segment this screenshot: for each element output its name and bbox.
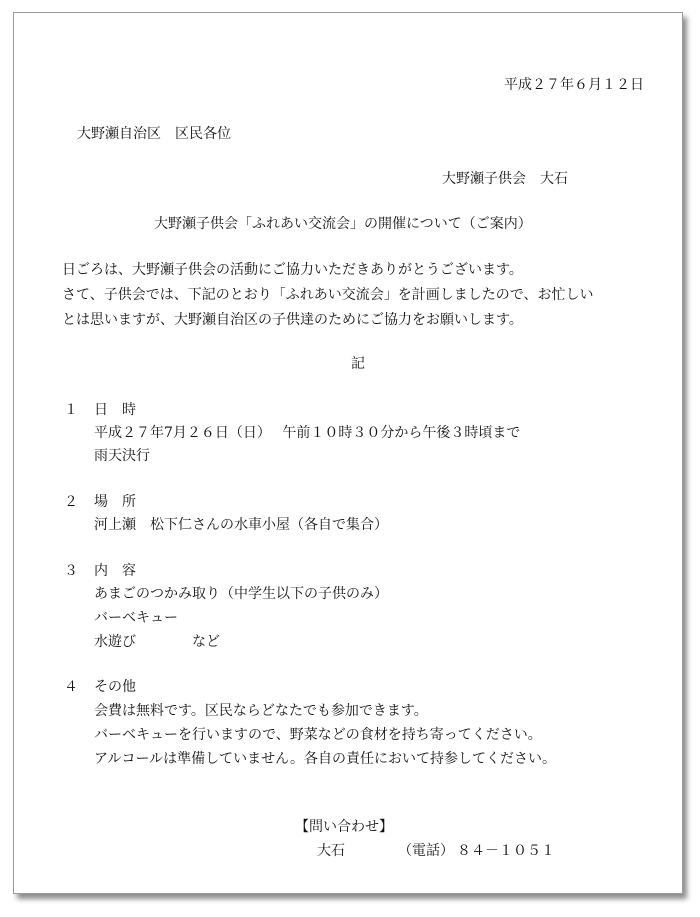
letter-date: 平成２７年６月１２日	[504, 77, 644, 93]
body-line: さて、子供会では、下記のとおり「ふれあい交流会」を計画しましたので、お忙しい	[62, 287, 594, 303]
section-line: 平成２７年7月２６日（日） 午前１０時３０分から午後３時頃まで	[94, 425, 521, 441]
ki-heading: 記	[351, 356, 365, 372]
contact-phone-label: （電話）	[398, 843, 454, 859]
section-line: アルコールは準備していません。各自の責任において持参してください。	[94, 751, 556, 767]
section-line: あまごのつかみ取り（中学生以下の子供のみ）	[94, 586, 388, 602]
sender: 大野瀬子供会 大石	[442, 171, 568, 187]
letter-page	[13, 12, 683, 894]
section-number: ３	[64, 563, 78, 579]
recipient: 大野瀬自治区 区民各位	[77, 126, 231, 142]
section-line: 雨天決行	[94, 448, 150, 464]
section-heading: 内 容	[94, 563, 136, 579]
contact-phone: ８４－１０５１	[457, 843, 555, 859]
section-number: １	[64, 402, 78, 418]
section-line: 河上瀬 松下仁さんの水車小屋（各自で集合）	[94, 517, 388, 533]
contact-heading: 【問い合わせ】	[295, 819, 393, 835]
section-line: バーベキュー	[94, 610, 178, 626]
section-number: ２	[64, 494, 78, 510]
body-line: とは思いますが、大野瀬自治区の子供達のためにご協力をお願いします。	[62, 312, 523, 328]
section-line: 水遊び など	[94, 634, 220, 650]
section-number: ４	[64, 679, 78, 695]
contact-name: 大石	[317, 843, 345, 859]
letter-title: 大野瀬子供会「ふれあい交流会」の開催について（ご案内）	[154, 216, 532, 232]
section-line: 会費は無料です。区民ならどなたでも参加できます。	[94, 703, 428, 719]
body-line: 日ごろは、大野瀬子供会の活動にご協力いただきありがとうございます。	[62, 262, 523, 278]
section-heading: 日 時	[94, 402, 136, 418]
section-line: バーベキューを行いますので、野菜などの食材を持ち寄ってください。	[94, 727, 542, 743]
section-heading: その他	[94, 679, 136, 695]
section-heading: 場 所	[94, 494, 136, 510]
